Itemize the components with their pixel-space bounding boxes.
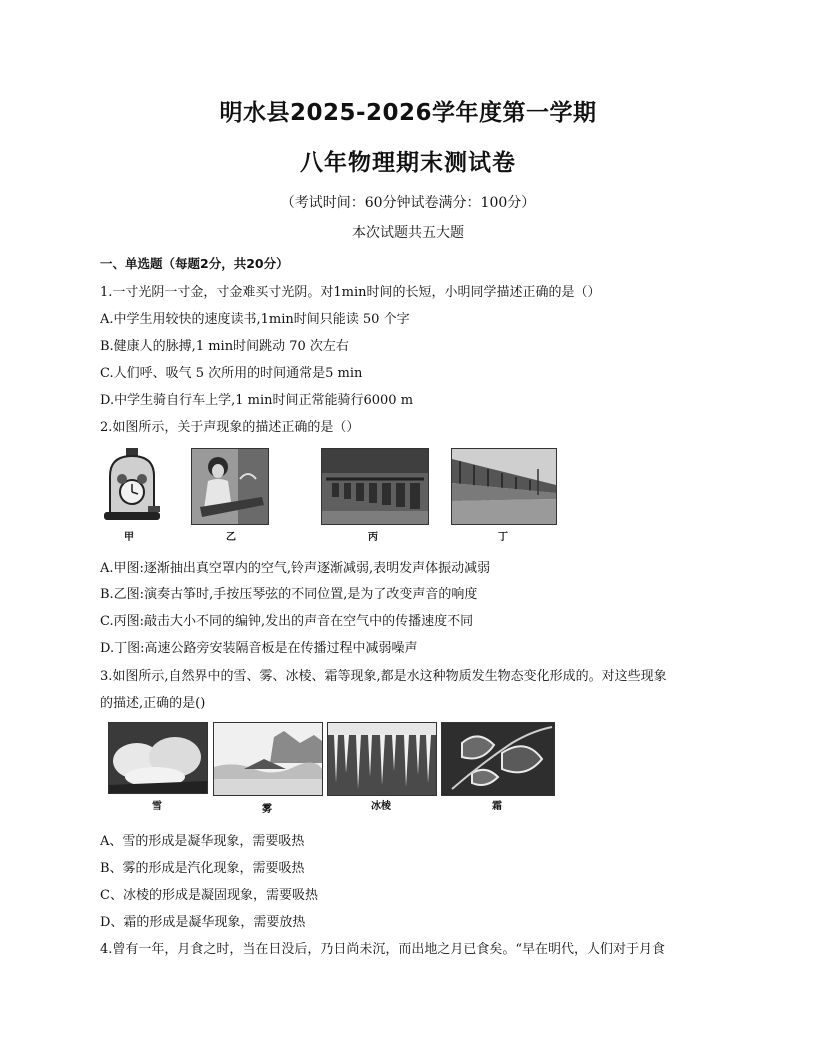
q2-stem: 2.如图所示，关于声现象的描述正确的是（） xyxy=(100,420,360,435)
q3-caption-frost: 霜 xyxy=(492,801,502,812)
q3-figure-fog xyxy=(213,722,323,796)
section-count: 本次试题共五大题 xyxy=(352,225,464,241)
q3-caption-icicles: 冰棱 xyxy=(371,801,391,812)
q3-figure-icicles xyxy=(327,722,437,796)
q3-caption-fog: 雾 xyxy=(262,804,272,815)
q3-caption-snow: 雪 xyxy=(152,801,162,812)
q2-option-c: C.丙图:敲击大小不同的编钟,发出的声音在空气中的传播速度不同 xyxy=(100,614,474,629)
q2-option-b: B.乙图:演奏古筝时,手按压琴弦的不同位置,是为了改变声音的响度 xyxy=(100,587,478,602)
q3-stem-line1: 3.如图所示,自然界中的雪、雾、冰棱、霜等现象,都是水这种物质发生物态变化形成的。对这些现象 xyxy=(100,669,667,684)
q2-caption-bing: 丙 xyxy=(368,532,378,543)
q3-figure-frost xyxy=(441,722,555,796)
exam-time-note: （考试时间：60分钟试卷满分：100分） xyxy=(280,195,536,211)
q1-option-a: A.中学生用较快的速度读书,1min时间只能读 50 个字 xyxy=(100,312,410,327)
q3-option-a: A、雪的形成是凝华现象，需要吸热 xyxy=(100,834,305,849)
q1-stem: 1.一寸光阴一寸金，寸金难买寸光阴。对1min时间的长短，小明同学描述正确的是（） xyxy=(100,285,601,300)
q3-figure-snow xyxy=(108,722,208,794)
q1-option-b: B.健康人的脉搏,1 min时间跳动 70 次左右 xyxy=(100,339,349,354)
q3-stem-line2: 的描述,正确的是() xyxy=(100,696,206,711)
section1-heading: 一、单选题（每题2分，共20分） xyxy=(100,256,289,271)
q3-option-b: B、雾的形成是汽化现象，需要吸热 xyxy=(100,861,305,876)
q2-option-a: A.甲图:逐渐抽出真空罩内的空气,铃声逐渐减弱,表明发声体振动减弱 xyxy=(100,561,491,576)
q1-option-d: D.中学生骑自行车上学,1 min时间正常能骑行6000 m xyxy=(100,393,414,408)
q2-option-d: D.丁图:高速公路旁安装隔音板是在传播过程中减弱噪声 xyxy=(100,641,418,656)
q2-figure-bianzhong xyxy=(321,448,429,525)
q2-caption-jia: 甲 xyxy=(124,532,134,543)
exam-title-line1: 明水县2025-2026学年度第一学期 xyxy=(219,100,597,126)
q2-caption-yi: 乙 xyxy=(226,532,236,543)
q2-figure-guzheng xyxy=(191,448,269,525)
q2-figure-sound-barrier xyxy=(451,448,557,525)
q4-stem: 4.曾有一年，月食之时，当在日没后，乃日尚未沉，而出地之月已食矣。“早在明代，人们对于月食 xyxy=(100,942,666,957)
exam-title-line2: 八年物理期末测试卷 xyxy=(300,150,516,176)
q1-option-c: C.人们呼、吸气 5 次所用的时间通常是5 min xyxy=(100,366,363,381)
q3-option-d: D、霜的形成是凝华现象，需要放热 xyxy=(100,915,306,930)
q3-option-c: C、冰棱的形成是凝固现象，需要吸热 xyxy=(100,888,318,903)
q2-figure-bell-jar xyxy=(100,446,164,524)
q2-caption-ding: 丁 xyxy=(498,532,508,543)
